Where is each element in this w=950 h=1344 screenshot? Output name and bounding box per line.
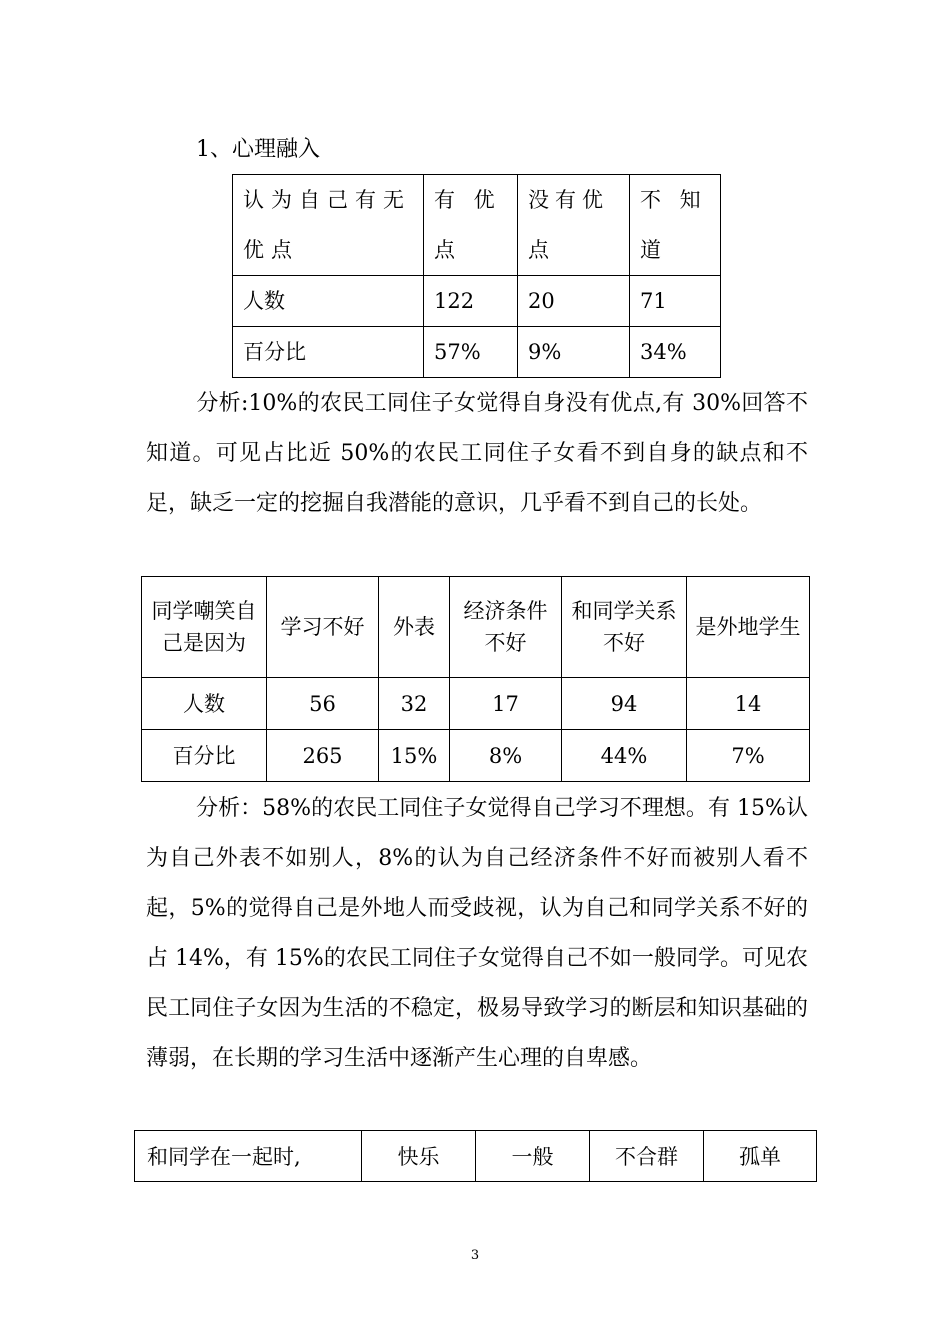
table-cell: 9% bbox=[518, 327, 630, 378]
table-header-cell: 不合群 bbox=[590, 1131, 704, 1182]
paragraph-text: 分析：58%的农民工同住子女觉得自己学习不理想。有 15%认为自己外表不如别人，8%的认为自己经济条件不好而被别人看不起，5%的觉得自己是外地人而受歧视，认为自己和同学关系不好的占 14%，有 15%的农民工同住子女觉得自己不如一般同学。可见农民工同住子女因为生活的不稳定，极易导致学习的断层和知识基础的薄弱，在长期的学习生活中逐渐产生心理的自卑感。 bbox=[146, 796, 808, 1071]
table-row bbox=[233, 175, 721, 276]
table-ridicule-reasons bbox=[141, 576, 810, 782]
table-cell: 17 bbox=[450, 678, 562, 730]
table-header-cell: 有 优点 bbox=[424, 175, 518, 276]
table-header-cell: 经济条件 不好 bbox=[450, 577, 562, 678]
table-cell: 94 bbox=[562, 678, 687, 730]
table-cell: 百分比 bbox=[142, 730, 267, 782]
table-cell: 34% bbox=[630, 327, 721, 378]
table-has-strengths bbox=[232, 174, 721, 378]
table-header-cell: 外表 bbox=[379, 577, 450, 678]
table-cell: 8% bbox=[450, 730, 562, 782]
table-header-cell: 不 知道 bbox=[630, 175, 721, 276]
table-cell: 56 bbox=[267, 678, 379, 730]
table-with-classmates bbox=[134, 1130, 817, 1182]
table-row bbox=[135, 1131, 817, 1182]
table-row bbox=[233, 276, 721, 327]
table-cell: 人数 bbox=[233, 276, 424, 327]
table-header-cell: 一般 bbox=[476, 1131, 590, 1182]
table-row bbox=[233, 327, 721, 378]
table-row bbox=[142, 730, 810, 782]
table-cell: 15% bbox=[379, 730, 450, 782]
table-cell: 20 bbox=[518, 276, 630, 327]
page-number: 3 bbox=[470, 1248, 480, 1263]
table-cell: 265 bbox=[267, 730, 379, 782]
table-header-cell: 没有优点 bbox=[518, 175, 630, 276]
table-cell: 122 bbox=[424, 276, 518, 327]
table-cell: 44% bbox=[562, 730, 687, 782]
table-header-cell: 是外地学生 bbox=[687, 577, 810, 678]
table-header-cell: 快乐 bbox=[362, 1131, 476, 1182]
table-cell: 57% bbox=[424, 327, 518, 378]
paragraph-text: 分析:10%的农民工同住子女觉得自身没有优点,有 30%回答不知道。可见占比近 50%的农民工同住子女看不到自身的缺点和不足，缺乏一定的挖掘自我潜能的意识，几乎看不到自己的长处。 bbox=[146, 391, 808, 516]
table-header-cell: 认为自己有无优点 bbox=[233, 175, 424, 276]
table-cell: 71 bbox=[630, 276, 721, 327]
table-header-cell: 同学嘲笑自己是因为 bbox=[142, 577, 267, 678]
table-cell: 7% bbox=[687, 730, 810, 782]
table-cell: 百分比 bbox=[233, 327, 424, 378]
table-cell: 人数 bbox=[142, 678, 267, 730]
analysis-paragraph bbox=[146, 784, 808, 1084]
table-header-cell: 学习不好 bbox=[267, 577, 379, 678]
table-cell: 32 bbox=[379, 678, 450, 730]
table-header-cell: 和同学关系 不好 bbox=[562, 577, 687, 678]
table-header-cell: 和同学在一起时, bbox=[135, 1131, 362, 1182]
table-header-cell: 孤单 bbox=[704, 1131, 817, 1182]
table-cell: 14 bbox=[687, 678, 810, 730]
section-heading: 1、心理融入 bbox=[196, 137, 320, 162]
analysis-paragraph bbox=[146, 379, 808, 529]
table-row bbox=[142, 577, 810, 678]
table-row bbox=[142, 678, 810, 730]
